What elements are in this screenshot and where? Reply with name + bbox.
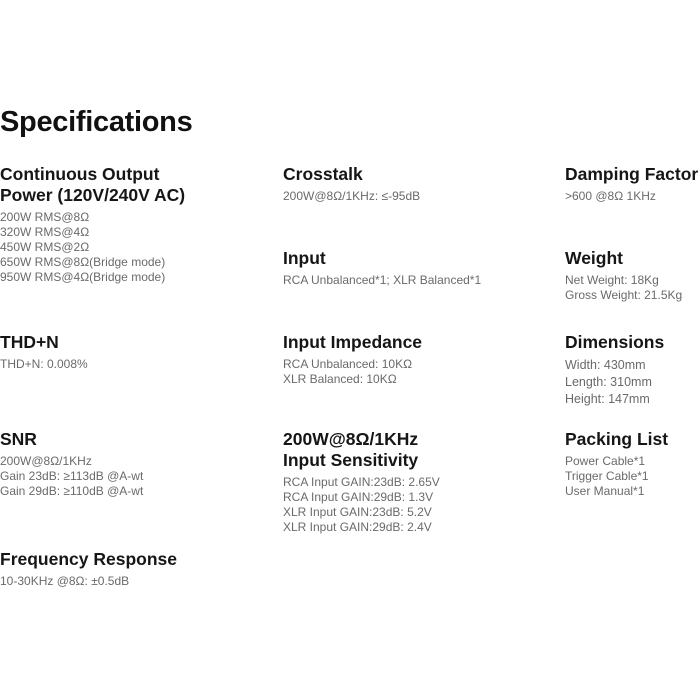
spec-title-line: Continuous Output (0, 164, 160, 184)
spec-title: Weight (565, 248, 624, 268)
spec-values (0, 210, 185, 285)
spec-value: 200W@8Ω/1KHz (0, 454, 92, 468)
spec-value: Trigger Cable*1 (565, 469, 649, 483)
spec-values (565, 454, 668, 499)
spec-value: Width: 430mm (565, 358, 646, 372)
spec-value: 650W RMS@8Ω(Bridge mode) (0, 255, 166, 269)
spec-value: RCA Unbalanced: 10KΩ (283, 357, 413, 371)
spec-value: XLR Input GAIN:23dB: 5.2V (283, 505, 432, 519)
spec-snr (0, 429, 143, 499)
spec-title: Frequency Response (0, 549, 177, 569)
spec-title-line: Input Sensitivity (283, 450, 419, 470)
spec-values (0, 357, 88, 372)
spec-values (283, 189, 420, 204)
spec-value: 200W RMS@8Ω (0, 210, 90, 224)
spec-value: 950W RMS@4Ω(Bridge mode) (0, 270, 166, 284)
spec-value: Power Cable*1 (565, 454, 646, 468)
spec-value: RCA Input GAIN:23dB: 2.65V (283, 475, 440, 489)
spec-values (283, 273, 481, 288)
spec-title: THD+N (0, 332, 59, 352)
spec-value: 320W RMS@4Ω (0, 225, 90, 239)
spec-value: User Manual*1 (565, 484, 645, 498)
spec-values (0, 454, 143, 499)
spec-value: Length: 310mm (565, 375, 652, 389)
page-title: Specifications (0, 106, 193, 138)
spec-value: Gain 29dB: ≥110dB @A-wt (0, 484, 144, 498)
spec-value: 450W RMS@2Ω (0, 240, 90, 254)
spec-packing-list (565, 429, 668, 499)
spec-values (565, 273, 682, 303)
spec-title (0, 164, 185, 206)
spec-title: Crosstalk (283, 164, 363, 184)
spec-damping-factor (565, 164, 698, 204)
spec-title: Damping Factor (565, 164, 699, 184)
spec-input-impedance (283, 332, 422, 387)
spec-values (283, 357, 422, 387)
spec-title (283, 429, 440, 471)
spec-weight (565, 248, 682, 303)
spec-dimensions (565, 332, 664, 408)
spec-value: RCA Unbalanced*1; XLR Balanced*1 (283, 273, 482, 287)
spec-frequency-response (0, 549, 177, 589)
spec-value: Net Weight: 18Kg (565, 273, 659, 287)
spec-value: XLR Balanced: 10KΩ (283, 372, 397, 386)
spec-values (565, 189, 698, 204)
spec-continuous-output-power (0, 164, 185, 285)
spec-title-line: 200W@8Ω/1KHz (283, 429, 419, 449)
spec-value: XLR Input GAIN:29dB: 2.4V (283, 520, 432, 534)
spec-value: 10-30KHz @8Ω: ±0.5dB (0, 574, 130, 588)
spec-title: SNR (0, 429, 37, 449)
spec-input-sensitivity (283, 429, 440, 535)
spec-value: Gross Weight: 21.5Kg (565, 288, 683, 302)
spec-title: Input (283, 248, 326, 268)
spec-input (283, 248, 481, 288)
spec-thd-n (0, 332, 88, 372)
spec-title: Dimensions (565, 332, 665, 352)
spec-title: Input Impedance (283, 332, 423, 352)
spec-value: Height: 147mm (565, 392, 650, 406)
spec-value: RCA Input GAIN:29dB: 1.3V (283, 490, 434, 504)
spec-values (283, 475, 440, 535)
spec-title: Packing List (565, 429, 669, 449)
spec-values (565, 357, 664, 408)
spec-value: Gain 23dB: ≥113dB @A-wt (0, 469, 144, 483)
spec-title-line: Power (120V/240V AC) (0, 185, 186, 205)
spec-value: THD+N: 0.008% (0, 357, 88, 371)
spec-crosstalk (283, 164, 420, 204)
spec-value: >600 @8Ω 1KHz (565, 189, 656, 203)
spec-value: 200W@8Ω/1KHz: ≤-95dB (283, 189, 421, 203)
spec-values (0, 574, 177, 589)
